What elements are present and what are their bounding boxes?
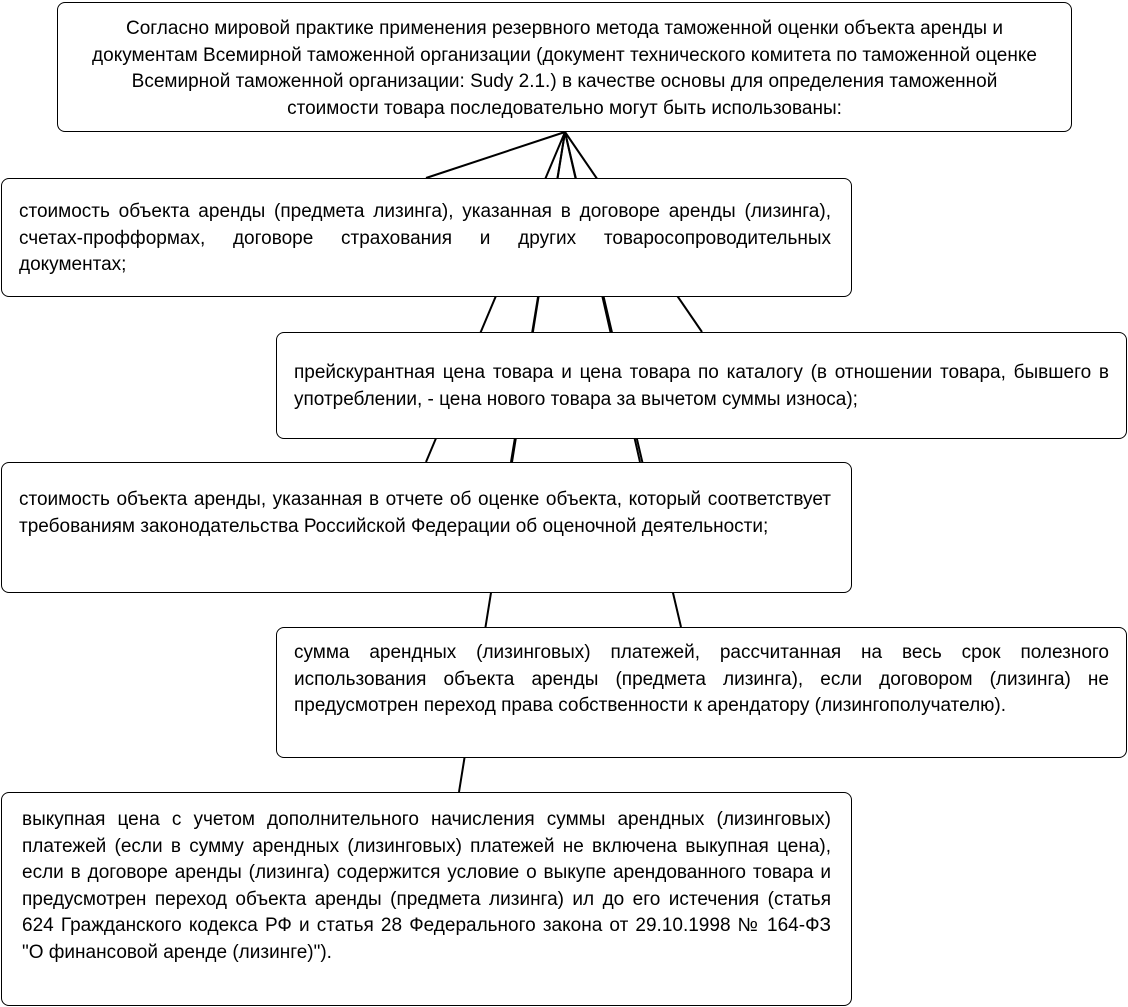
item-box-2: [276, 332, 1127, 439]
item-box-4: [276, 627, 1127, 758]
item-box-1: [1, 178, 852, 297]
item-text-4: сумма арендных (лизинговых) платежей, рассчитанная на весь срок полезного использования объекта аренды (предмета лизинга), если договором (лизинга) не предусмотрен переход права собственности к арендатору (лизингополучателю).: [294, 642, 1109, 716]
item-box-3: [1, 462, 852, 593]
item-box-5: [1, 792, 852, 1006]
root-box: [57, 2, 1072, 132]
item-text-1: стоимость объекта аренды (предмета лизинга), указанная в договоре аренды (лизинга), счетах-профформах, договоре страхования и других товаросопроводительных документах;: [19, 201, 831, 275]
connector-to-item-1: [426, 132, 565, 178]
item-text-2: прейскурантная цена товара и цена товара по каталогу (в отношении товара, бывшего в употреблении, - цена нового товара за вычетом суммы износа);: [294, 362, 1109, 410]
item-text-3: стоимость объекта аренды, указанная в отчете об оценке объекта, который соответствует требованиям законодательства Российской Федерации об оценочной деятельности;: [19, 489, 831, 537]
item-text-5: выкупная цена с учетом дополнительного начисления суммы арендных (лизинговых) платежей (если в сумму арендных (лизинговых) платежей не включена выкупная цена), если в договоре аренды (лизинга) содержится условие о выкупе арендованного товара и предусмотрен переход объекта аренды (предмета лизинга) ил до его истечения (статья 624 Гражданского кодекса РФ и статья 28 Федерального закона от 29.10.1998 № 164-ФЗ "О финансовой аренде (лизинге)").: [22, 809, 831, 963]
root-text: Согласно мировой практике применения резервного метода таможенной оценки объекта аренды и документам Всемирной таможенной организации (документ технического комитета по таможенной оценке Всемирной таможенной организации: Sudy 2.1.) в качестве основы для определения таможенной стоимости товара последовательно могут быть использованы:: [92, 18, 1037, 119]
